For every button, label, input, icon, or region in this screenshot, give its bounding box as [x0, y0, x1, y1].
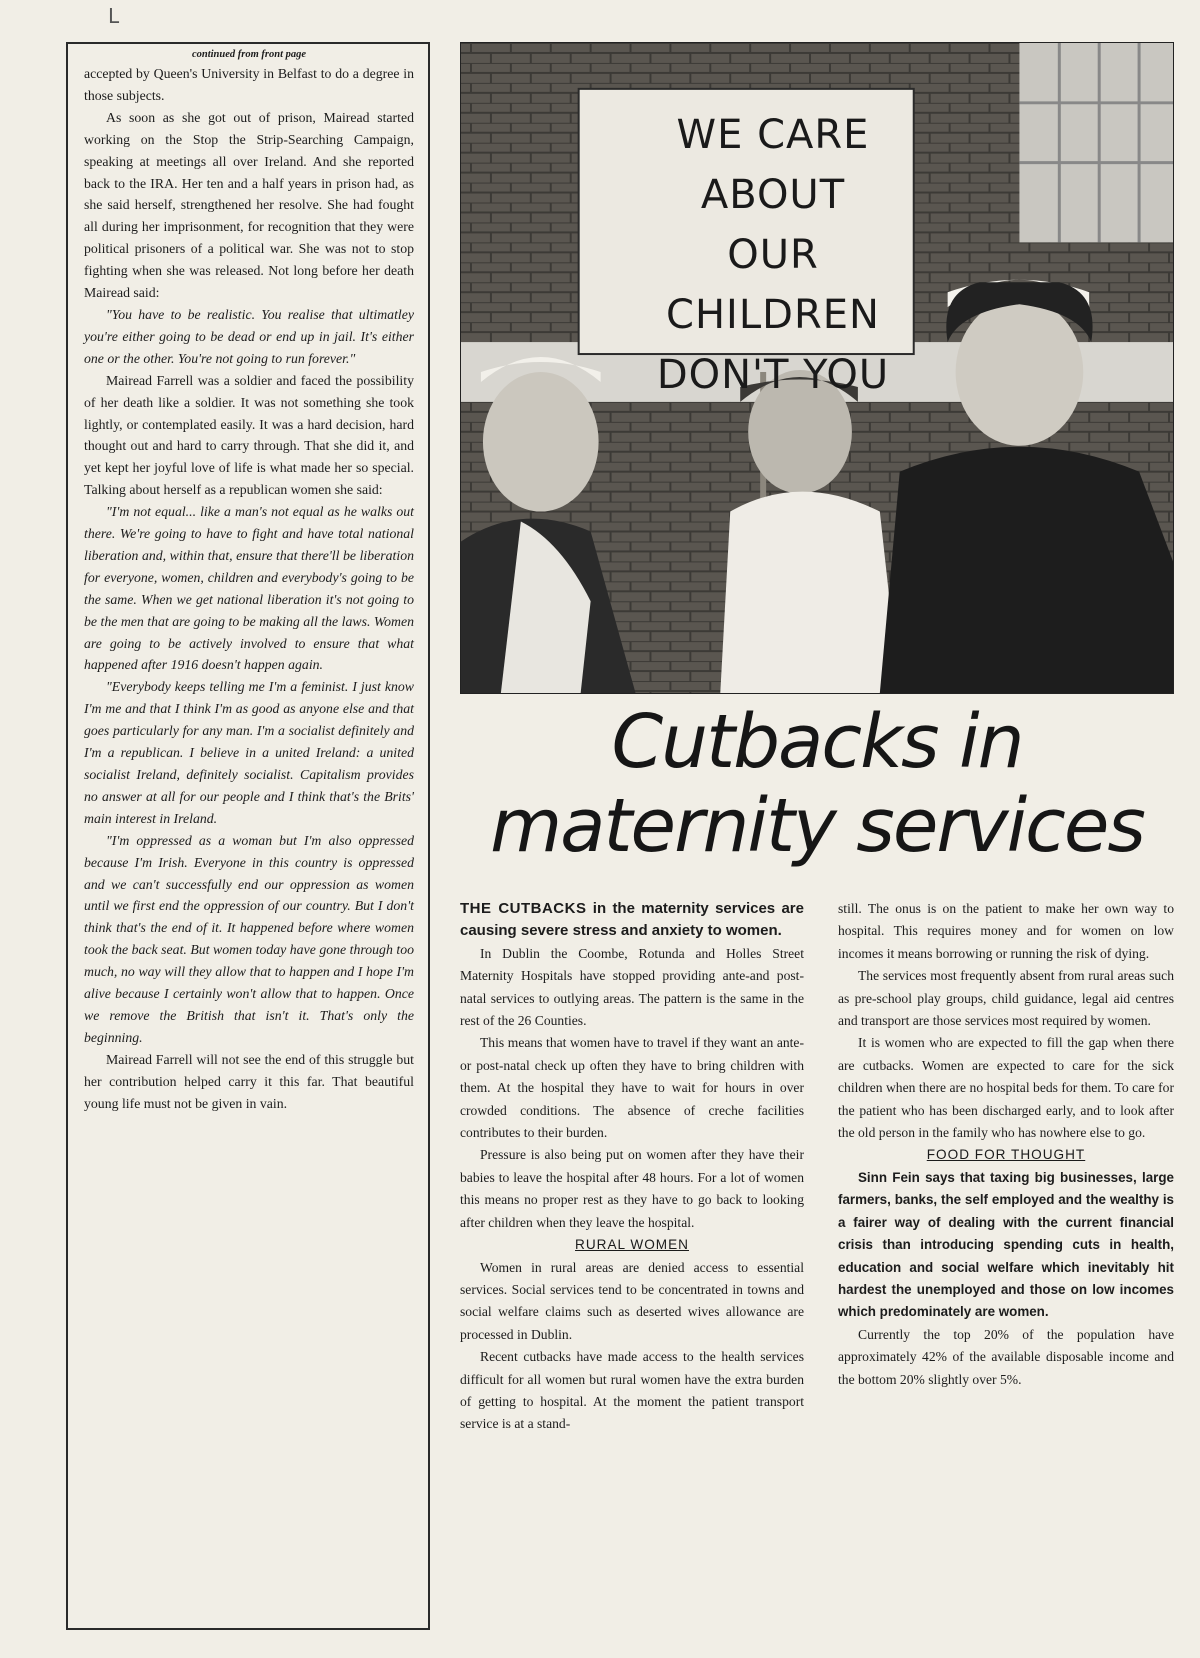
continued-paragraph: "You have to be realistic. You realise that ultimatley you're either going to be dead or end up in jail. It's either one or the other. You're not going to run forever." [84, 306, 414, 366]
right-paragraph: The services most frequently absent from rural areas such as pre-school play groups, child guidance, legal aid centres and transport are those services most required by women. [838, 968, 1174, 1029]
subhead-food-for-thought: FOOD FOR THOUGHT [926, 1147, 1086, 1163]
lead-kicker: THE CUTBACKS [460, 900, 587, 917]
continued-paragraph: Mairead Farrell was a soldier and faced the possibility of her death like a soldier. It was not something she took lightly, or contemplated easily. It was a hard decision, hard thought out and hard to carry through. That she did it, and yet kept her joyful love of life is what made her so special. Talking about herself as a republican women she said: [84, 372, 414, 498]
article-column-middle [460, 898, 804, 1640]
article-column-right [838, 898, 1174, 1640]
mid-paragraph: Women in rural areas are denied access to essential services. Social services tend to be concentrated in towns and social welfare claims such as deserted wives allowance are processed in Dublin. [460, 1259, 804, 1342]
headline-line-2: maternity services [490, 783, 1144, 869]
continued-article-body [84, 63, 414, 1115]
article-lead [460, 898, 804, 943]
mid-paragraph: In Dublin the Coombe, Rotunda and Holles Street Maternity Hospitals have stopped providing ante-and post-natal services to outlying areas. The pattern is the same in the rest of the 26 Counties. [460, 945, 804, 1029]
sinn-fein-statement: Sinn Fein says that taxing big businesses, large farmers, banks, the self employed and the wealthy is a fairer way of dealing with the current financial crisis than introducing spending cuts in health, education and social welfare which inevitably hit hardest the unemployed and those on low incomes which predominately are women. [838, 1169, 1174, 1320]
continued-paragraph: accepted by Queen's University in Belfast to do a degree in those subjects. [84, 66, 414, 103]
mid-paragraph: Recent cutbacks have made access to the health services difficult for all women but rural women have the extra burden of getting to hospital. At the moment the patient transport service is at a stand- [460, 1349, 804, 1432]
right-paragraph: still. The onus is on the patient to make her own way to hospital. This requires money and for women on low incomes it means borrowing or running the risk of dying. [838, 901, 1174, 961]
placard-line-3: DON'T YOU [656, 352, 890, 398]
lead-text: in the maternity services are causing severe stress and anxiety to women. [460, 900, 804, 940]
nurse-middle-uniform [720, 492, 899, 693]
continued-article-column [66, 42, 430, 1630]
right-paragraph: It is women who are expected to fill the gap when there are cutbacks. Women are expected to care for the sick children when there are no hospital beds for them. To care for the patient who has been discharged early, and to look after the old person in the family who has nowhere else to go. [838, 1035, 1174, 1141]
placard-text [621, 105, 925, 405]
window [1019, 43, 1173, 242]
subhead-rural-women: RURAL WOMEN [575, 1237, 689, 1253]
continued-from-front-page-label: continued from front page [191, 49, 307, 60]
continued-paragraph: "I'm oppressed as a woman but I'm also oppressed because I'm Irish. Everyone in this country is oppressed and we can't successfully end our oppression as women until we first end the oppression of our country. But I don't think that's the end of it. It happened before where women took the back seat. But women today have gone through too much, no way will they allow that to happen and I hope I'm alive because I certainly won't allow that to happen. Once we remove the British that isn't it. That's only the beginning. [84, 832, 414, 1045]
corner-mark: L [108, 4, 120, 28]
closing-paragraph: Currently the top 20% of the population have approximately 42% of the available disposable income and the bottom 20% slightly over 5%. [838, 1326, 1174, 1387]
nurse-right-face [956, 298, 1084, 446]
mid-paragraph: This means that women have to travel if they want an ante-or post-natal check up often they have to bring children with them. At the hospital they have to wait for hours in over crowded conditions. The absence of creche facilities contributes to their burden. [460, 1035, 804, 1141]
headline-line-1: Cutbacks in [611, 699, 1023, 785]
placard-line-1: WE CARE ABOUT [676, 112, 870, 218]
continued-paragraph: As soon as she got out of prison, Mairead started working on the Stop the Strip-Searching Campaign, speaking at meetings all over Ireland. And she reported back to the IRA. Her ten and a half years in prison had, as she said herself, strengthened her resolve. She had fought all during her imprisonment, for recognition that they were political prisoners of a political war. She was not to stop fighting when she was released. Not long before her death Mairead said: [84, 109, 414, 301]
nurse-right-coat [880, 447, 1173, 693]
continued-paragraph: "I'm not equal... like a man's not equal as he walks out there. We're going to have to fight and have total national liberation and, within that, ensure that there'll be liberation for everyone, women, children and everybody's going to be the same. When we get national liberation it's not going to be the men that are going to be making all the laws. Women are going to be actively involved to ensure that what happened after 1916 doesn't happen again. [84, 504, 414, 673]
continued-paragraph: Mairead Farrell will not see the end of this struggle but her contribution helped carry it this far. That beautiful young life must not be given in vain. [84, 1051, 414, 1111]
placard-line-2: OUR CHILDREN [666, 232, 880, 338]
protest-photo [460, 42, 1174, 694]
article-headline [460, 700, 1174, 868]
continued-paragraph: "Everybody keeps telling me I'm a feminist. I just know I'm me and that I think I'm as good as anyone else and that goes particularly for any man. I'm a socialist definitely and I'm a republican. I believe in a united Ireland: a united socialist Ireland, definitely socialist. Capitalism provides no answer at all for our people and I think that's the Brits' main interest in Ireland. [84, 679, 414, 826]
nurse-left-face [483, 372, 599, 512]
mid-paragraph: Pressure is also being put on women after they have their babies to leave the hospital after 48 hours. For a lot of women this means no proper rest as they have to go back to looking after children when they leave the hospital. [460, 1147, 804, 1230]
